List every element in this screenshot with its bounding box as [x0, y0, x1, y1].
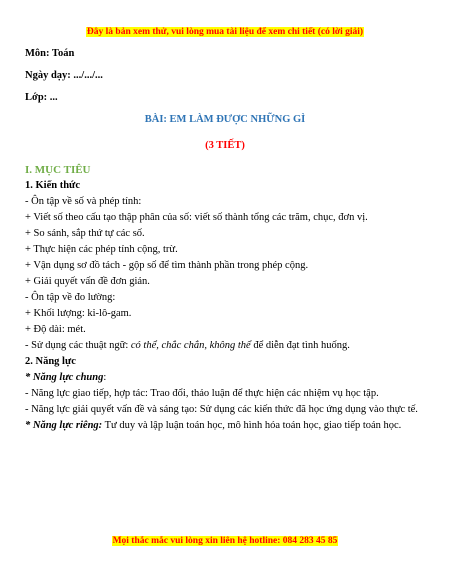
lesson-duration: (3 TIẾT): [205, 140, 245, 151]
specific-competence-line: [25, 418, 425, 434]
general-competence-line: - Năng lực giao tiếp, hợp tác: Trao đổi, thảo luận để thực hiện các nhiệm vụ học tập.: [25, 388, 379, 399]
class-line: Lớp: ...: [25, 92, 58, 103]
knowledge-line: + Giải quyết vấn đề đơn giản.: [25, 276, 150, 287]
hotline-notice-text: Mọi thắc mắc vui lòng xin liên hệ hotline: 084 283 45 85: [112, 536, 338, 546]
subject-line: Môn: Toán: [25, 48, 75, 59]
knowledge-line: + Viết số theo cấu tạo thập phân của số: viết số thành tổng các trăm, chục, đơn vị.: [25, 212, 368, 223]
preview-notice: [0, 27, 450, 37]
hotline-notice: [0, 536, 450, 546]
knowledge-line: + Thực hiện các phép tính cộng, trừ.: [25, 244, 178, 255]
knowledge-line: + Độ dài: mét.: [25, 324, 86, 335]
preview-notice-text: Đây là bản xem thử, vui lòng mua tài liệu để xem chi tiết (có lời giải): [86, 27, 364, 37]
specific-competence-label: * Năng lực riêng:: [25, 420, 103, 431]
general-competence-colon: :: [103, 372, 107, 383]
specific-competence-text: Tư duy và lập luận toán học, mô hình hóa toán học, giao tiếp toán học.: [102, 420, 402, 431]
general-competence-line: - Năng lực giải quyết vấn đề và sáng tạo: Sử dụng các kiến thức đã học ứng dụng vào thực tế.: [25, 404, 418, 415]
date-line: Ngày dạy: .../.../...: [25, 70, 103, 81]
knowledge-line: + Vận dụng sơ đồ tách - gộp số để tìm thành phần trong phép cộng.: [25, 260, 309, 271]
knowledge-heading: 1. Kiến thức: [25, 180, 81, 191]
terms-line: [25, 338, 425, 354]
document-body: [25, 46, 425, 434]
knowledge-line: + Khối lượng: ki-lô-gam.: [25, 308, 132, 319]
terms-prefix: - Sử dụng các thuật ngữ:: [25, 340, 131, 351]
terms-italic: có thể, chắc chắn, không thể: [130, 340, 251, 351]
knowledge-line: - Ôn tập về đo lường:: [25, 292, 116, 303]
knowledge-line: - Ôn tập về số và phép tính:: [25, 196, 142, 207]
section-heading-objectives: I. MỤC TIÊU: [25, 164, 91, 176]
lesson-title: BÀI: EM LÀM ĐƯỢC NHỮNG GÌ: [144, 114, 306, 125]
competence-heading: 2. Năng lực: [25, 356, 76, 367]
general-competence-label-line: [25, 370, 425, 386]
general-competence-label: * Năng lực chung: [25, 372, 104, 383]
knowledge-line: + So sánh, sắp thứ tự các số.: [25, 228, 145, 239]
terms-suffix: để diễn đạt tình huống.: [250, 340, 350, 351]
